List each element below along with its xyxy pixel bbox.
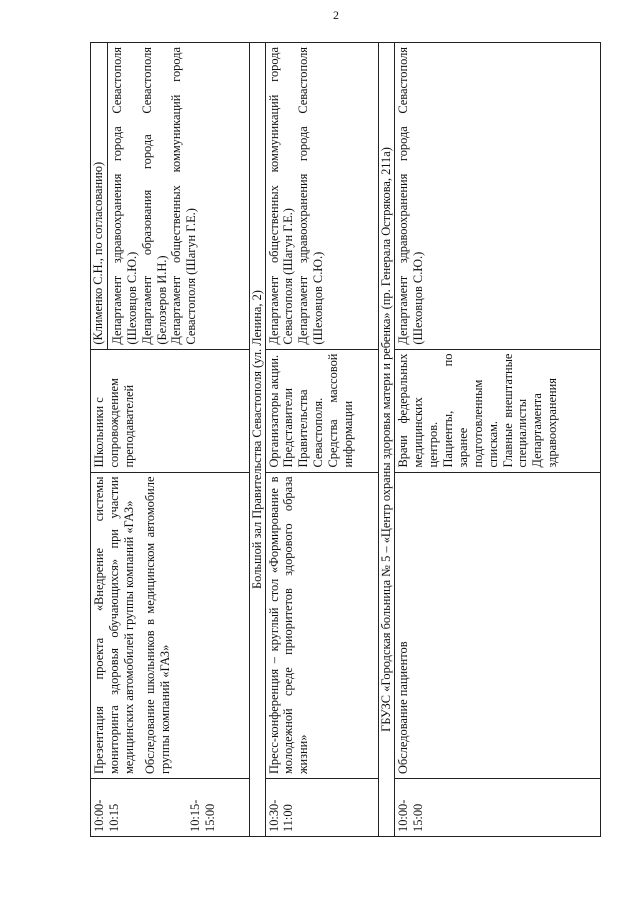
section-title: ГБУЗС «Городская больница № 5 – «Центр охраны здоровья матери и ребенка» (пр. Генерала Острякова, 211а) xyxy=(379,43,395,837)
participants-text: Главные внештатные специалисты Департамента здравоохранения xyxy=(500,353,560,468)
responsible-text: Департамент здравоохранения города Севастополя (Шеховцов С.Ю.) xyxy=(109,47,139,345)
table-row xyxy=(91,43,250,837)
page-number: 2 xyxy=(333,8,339,22)
section-header-row xyxy=(249,43,265,837)
responsible-text: Департамент общественных коммуникаций города Севастополя (Шагун Г.Е.) xyxy=(266,47,296,345)
time-cell: 10:00-15:00 xyxy=(395,779,601,837)
responsible-text: Департамент образования города Севастополя (Белозеров И.Н.) xyxy=(139,47,169,345)
responsible-text: Департамент общественных коммуникаций города Севастополя (Шагун Г.Е.) xyxy=(169,47,199,345)
participants-text: Представители Правительства Севастополя. xyxy=(281,387,326,468)
responsible-cell xyxy=(91,43,250,350)
time-cell xyxy=(91,779,250,837)
time-text: 10:00-10:15 xyxy=(92,799,121,832)
responsible-cell xyxy=(265,43,379,350)
participants-text: Организаторы акции. xyxy=(266,354,281,468)
event-text: Обследование школьников в медицинском автомобиле группы компаний «ГАЗ» xyxy=(142,476,172,775)
event-cell: Пресс-конференция – круглый стол «Формирование в молодежной среде приоритетов здорового образа жизни» xyxy=(265,472,379,779)
responsible-text: Департамент здравоохранения города Севастополя (Шеховцов С.Ю.) xyxy=(296,47,326,345)
participants-text: Школьники с сопровождением преподавателей xyxy=(92,378,136,468)
schedule-table xyxy=(90,42,601,837)
section-title: Большой зал Правительства Севастополя (ул. Ленина, 2) xyxy=(249,43,265,837)
section-header-row xyxy=(379,43,395,837)
participants-text: Пациенты, по заранее подготовленным спискам. xyxy=(441,353,500,468)
participants-text: Врачи федеральных медицинских центров. xyxy=(396,353,441,468)
participants-cell xyxy=(395,349,601,472)
responsible-cell: Департамент здравоохранения города Севастополя (Шеховцов С.Ю.) xyxy=(395,43,601,350)
time-text: 10:15-15:00 xyxy=(187,799,217,832)
schedule-table-rotated xyxy=(90,42,601,837)
time-cell: 10:30-11:00 xyxy=(265,779,379,837)
responsible-text: (Клименко С.Н., по согласованию) xyxy=(91,43,108,349)
participants-cell xyxy=(91,349,250,472)
table-row xyxy=(265,43,379,837)
table-row xyxy=(395,43,601,837)
event-cell xyxy=(91,472,250,779)
participants-cell xyxy=(265,349,379,472)
event-cell: Обследование пациентов xyxy=(395,472,601,779)
participants-text: Средства массовой информации xyxy=(326,353,355,468)
event-text: Презентация проекта «Внедрение системы мониторинга здоровья обучающихся» при участии медицинских автомобилей группы компаний «ГАЗ» xyxy=(92,476,136,775)
